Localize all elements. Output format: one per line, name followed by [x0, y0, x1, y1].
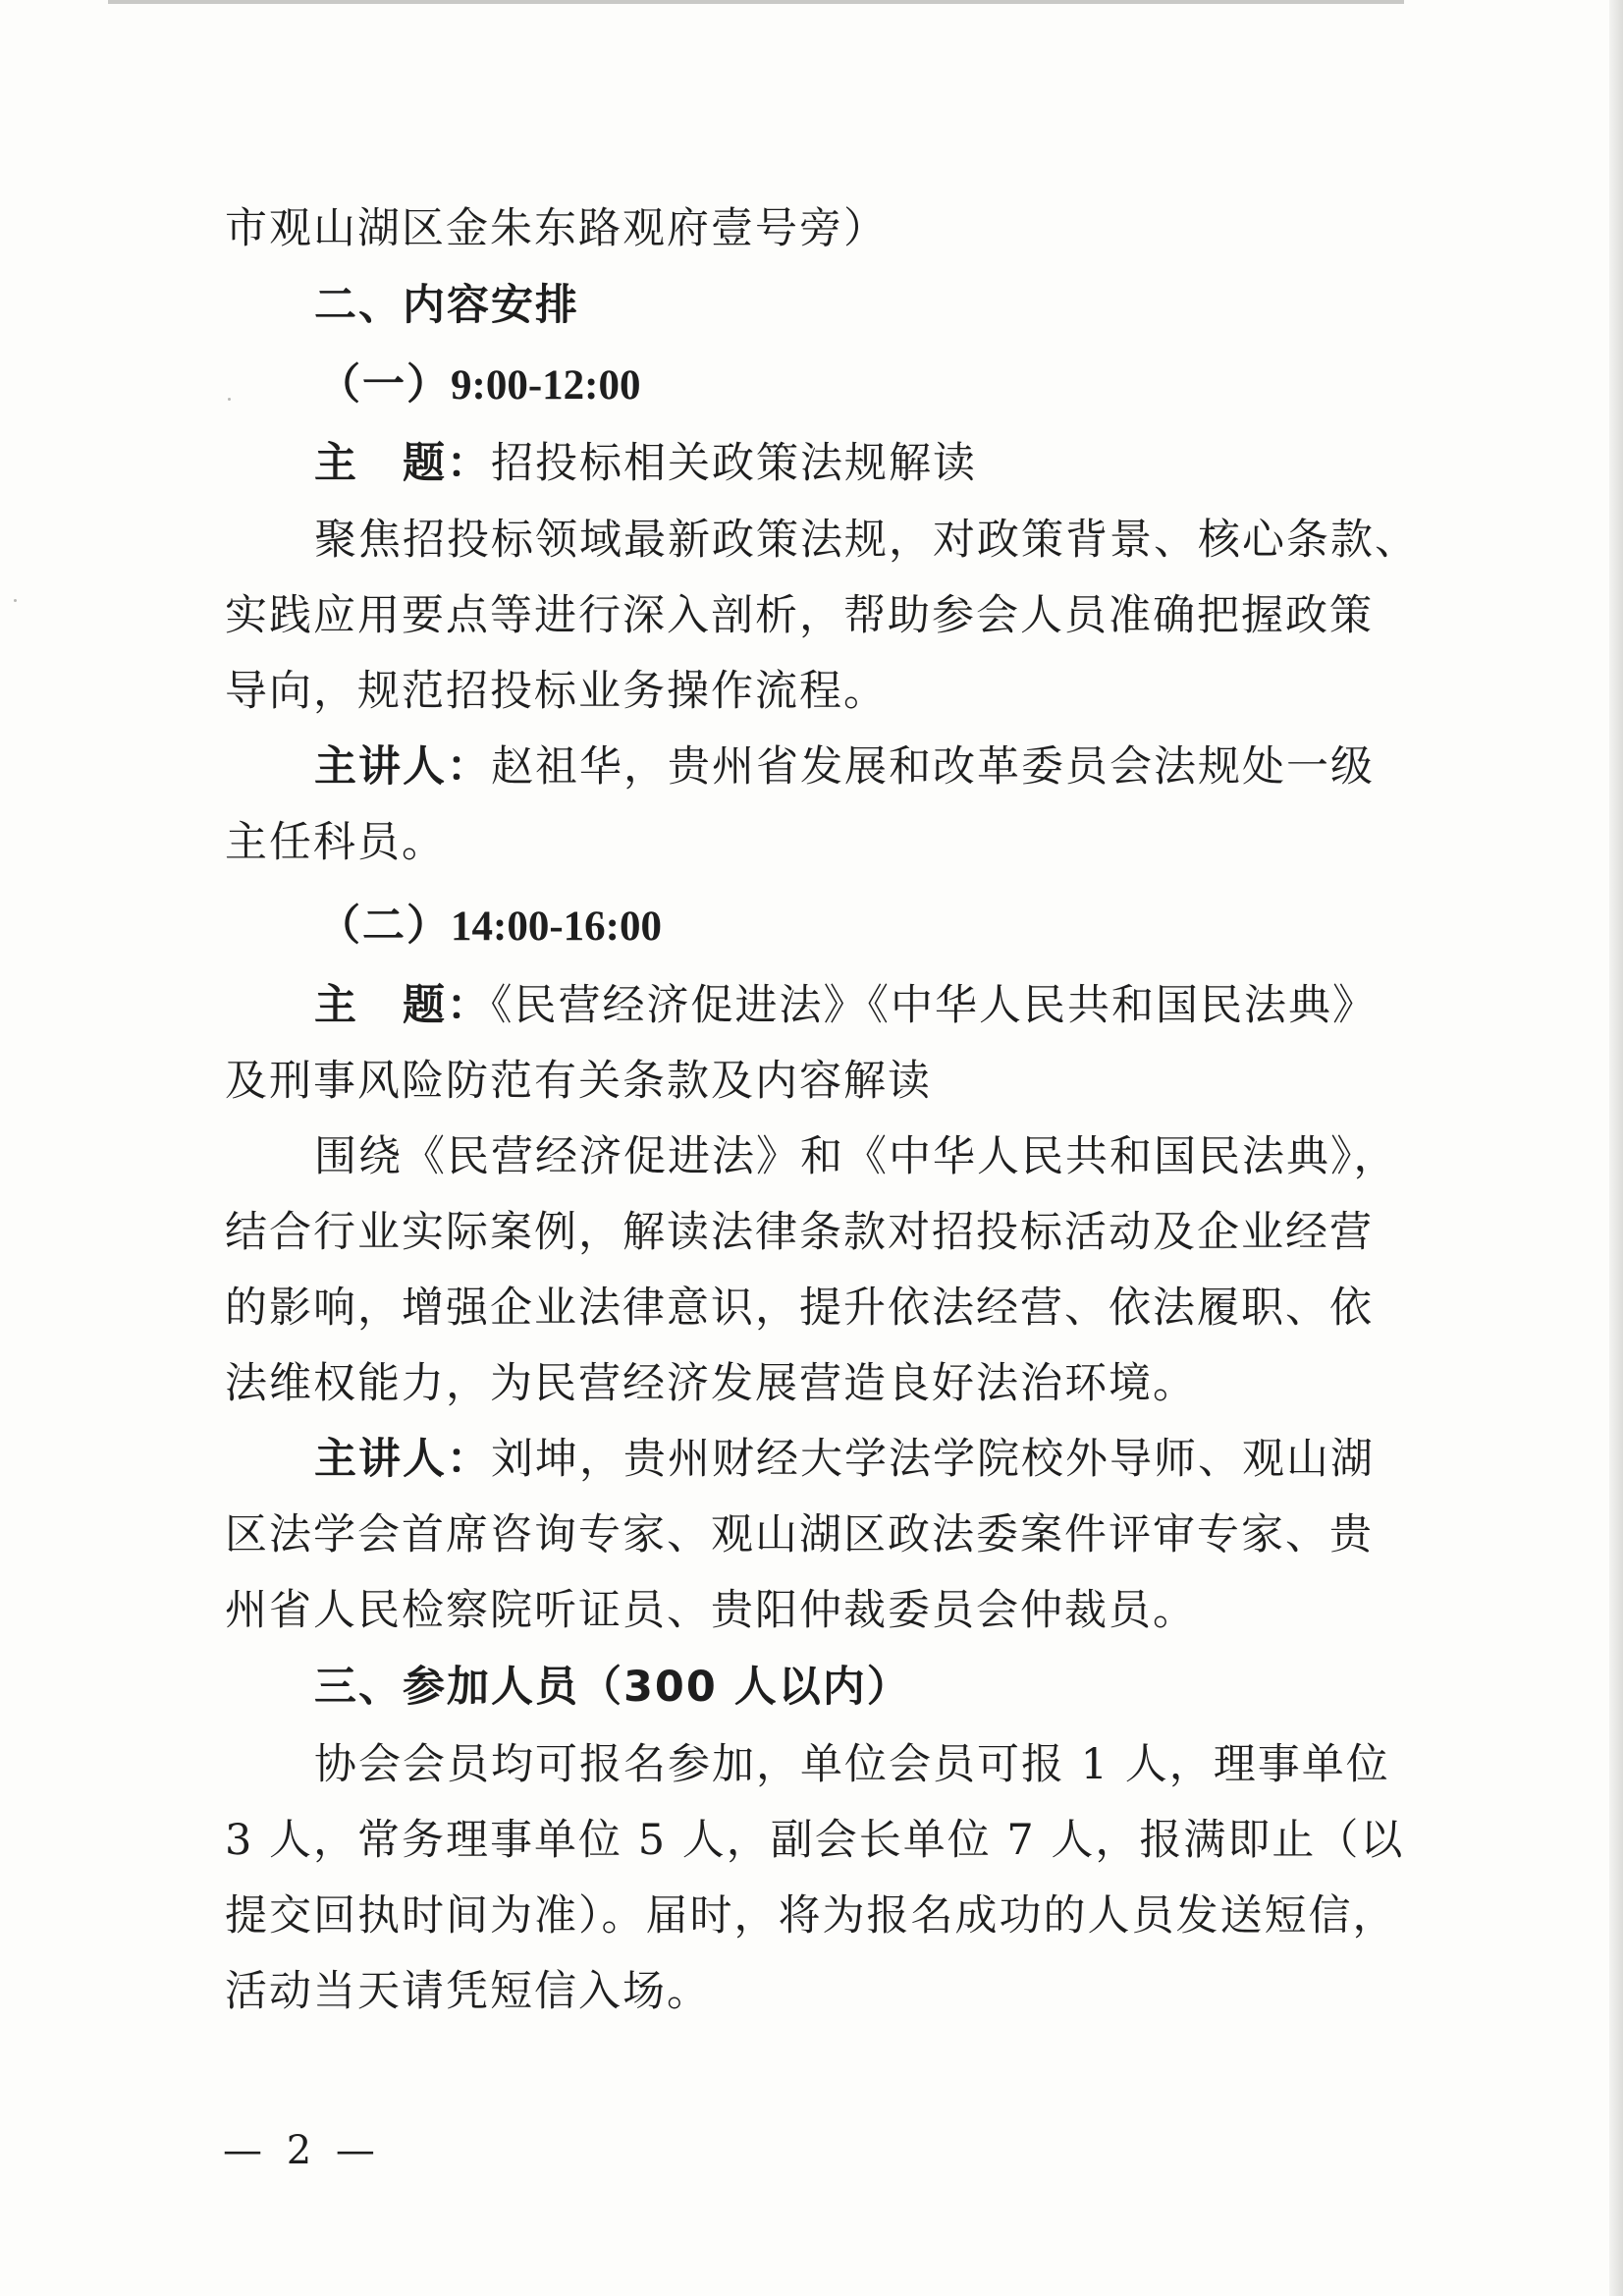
- speaker-label: 主讲人：: [314, 742, 491, 792]
- text-span: 提交回执时间为准）。届时，将为报名成功的人员发送短信，: [225, 1891, 1397, 1941]
- page-number: — 2 —: [223, 2128, 381, 2173]
- text-span: 围绕《民营经济促进法》和《中华人民共和国民法典》，: [314, 1132, 1398, 1181]
- speaker-line-1: [314, 742, 1375, 792]
- session-index: （二）: [318, 902, 451, 951]
- text-line: [314, 1740, 1390, 1789]
- session-heading-1: [318, 360, 641, 410]
- speaker-text: 赵祖华，贵州省发展和改革委员会法规处一级: [491, 742, 1375, 792]
- section-heading: 三、参加人员（300 人以内）: [314, 1663, 911, 1712]
- section-heading: 二、内容安排: [314, 281, 579, 330]
- speaker-label: 主讲人：: [314, 1435, 491, 1484]
- text-span: 实践应用要点等进行深入剖析，帮助参会人员准确把握政策: [225, 591, 1374, 640]
- text-span: 3 人，常务理事单位 5 人，副会长单位 7 人，报满即止（以: [225, 1816, 1405, 1865]
- topic-text: 《民营经济促进法》《中华人民共和国民法典》: [491, 981, 1377, 1030]
- topic-text: 招投标相关政策法规解读: [491, 439, 977, 488]
- session-heading-2: [318, 902, 662, 951]
- text-line: [314, 516, 1419, 565]
- text-line: [225, 1284, 1374, 1333]
- text-line: 主任科员。: [225, 818, 446, 867]
- text-line: 导向，规范招投标业务操作流程。: [225, 667, 888, 716]
- text-span: 结合行业实际案例，解读法律条款对招投标活动及企业经营: [225, 1208, 1374, 1257]
- topic-label: 主 题：: [314, 981, 491, 1030]
- text-line: [225, 1510, 1374, 1559]
- text-line: [225, 1208, 1374, 1257]
- speaker-line-2: [314, 1435, 1375, 1484]
- text-line: 活动当天请凭短信入场。: [225, 1967, 711, 2016]
- text-line: 市观山湖区金朱东路观府壹号旁）: [225, 204, 888, 253]
- text-line: 州省人民检察院听证员、贵阳仲裁委员会仲裁员。: [225, 1586, 1197, 1635]
- speaker-text: 刘坤，贵州财经大学法学院校外导师、观山湖: [491, 1435, 1375, 1484]
- text-span: 聚焦招投标领域最新政策法规，对政策背景、核心条款、: [314, 516, 1419, 565]
- text-span: 的影响，增强企业法律意识，提升依法经营、依法履职、依: [225, 1284, 1374, 1333]
- topic-line-1: [314, 439, 977, 488]
- text-line: [225, 1891, 1397, 1941]
- text-line: [225, 591, 1374, 640]
- text-line: 及刑事风险防范有关条款及内容解读: [225, 1057, 932, 1106]
- text-line: [225, 1816, 1405, 1865]
- topic-label: 主 题：: [314, 439, 491, 488]
- text-span: 协会会员均可报名参加，单位会员可报 1 人，理事单位: [314, 1740, 1390, 1789]
- session-time: 9:00-12:00: [451, 362, 641, 409]
- session-time: 14:00-16:00: [451, 903, 662, 950]
- topic-line-2: [314, 981, 1377, 1030]
- text-line: 法维权能力，为民营经济发展营造良好法治环境。: [225, 1359, 1197, 1408]
- session-index: （一）: [318, 360, 451, 410]
- text-span: 区法学会首席咨询专家、观山湖区政法委案件评审专家、贵: [225, 1510, 1374, 1559]
- text-line: [314, 1132, 1398, 1181]
